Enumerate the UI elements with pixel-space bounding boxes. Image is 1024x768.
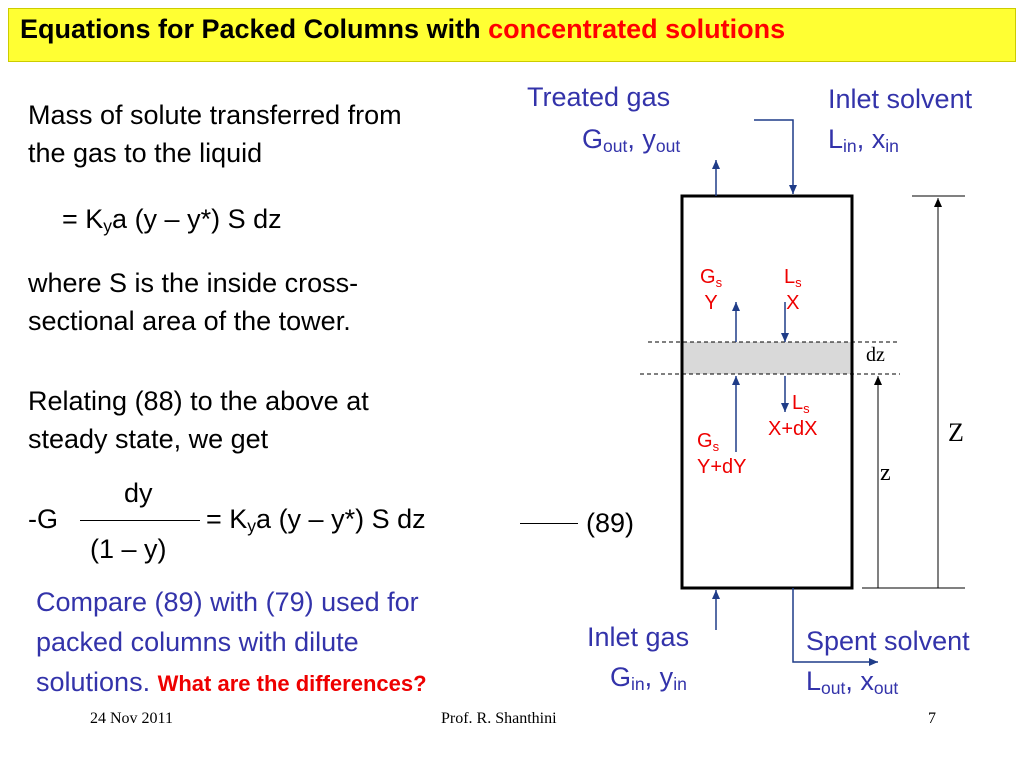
equation-1: = $K_ya$ (y – y*) S dz (62, 204, 282, 236)
inlet-solvent-arrow (754, 120, 793, 194)
inlet-gas-symbol: $G_{in}$, $y_{in}$ (610, 662, 687, 694)
eq2-rhs: = $K_ya$ (y – y*) S dz (206, 504, 426, 536)
spent-solvent-symbol: $L_{out}$, $x_{out}$ (806, 666, 899, 698)
inlet-solvent-symbol: $L_{in}$, $x_{in}$ (828, 124, 899, 156)
inlet-gas-label: Inlet gas (587, 622, 690, 652)
z-label: z (880, 460, 891, 486)
paragraph-relating: Relating (88) to the above at steady state, we get (28, 386, 369, 454)
differential-slice (682, 342, 852, 374)
paragraph-mass-transfer: Mass of solute transferred from the gas to the liquid (28, 100, 402, 168)
footer-page-number: 7 (928, 710, 936, 727)
inlet-solvent-label: Inlet solvent (828, 84, 973, 114)
treated-gas-symbol: $G_{out}$, $y_{out}$ (582, 124, 681, 156)
Z-label: Z (948, 418, 964, 447)
equation-number: (89) (586, 508, 635, 538)
top-liquid-flow-label: $L_s$ X (784, 266, 802, 314)
paragraph-cross-section: where S is the inside cross- sectional area of the tower. (28, 268, 359, 336)
title-highlight: concentrated solutions (488, 14, 786, 44)
question-text: What are the differences? (157, 671, 427, 696)
compare-paragraph: Compare (89) with (79) used for packed columns with dilute solutions. What are the differences? (36, 587, 427, 697)
spent-solvent-label: Spent solvent (806, 626, 970, 656)
footer-author: Prof. R. Shanthini (441, 710, 557, 727)
eq2-numerator: dy (124, 478, 153, 508)
top-gas-flow-label: $G_s$ Y (700, 266, 723, 314)
eq2-denominator: (1 – y) (90, 534, 167, 564)
footer-date: 24 Nov 2011 (90, 710, 173, 727)
bottom-liquid-flow-label: $L_s$ X+dX (768, 392, 818, 440)
bottom-gas-flow-label: $G_s$ Y+dY (697, 430, 747, 478)
slide-title: Equations for Packed Columns with concentrated solutions (20, 14, 786, 44)
treated-gas-label: Treated gas (527, 82, 671, 112)
column-body (682, 196, 852, 588)
eq2-lhs: -G (28, 504, 58, 534)
dz-label: dz (866, 344, 885, 366)
